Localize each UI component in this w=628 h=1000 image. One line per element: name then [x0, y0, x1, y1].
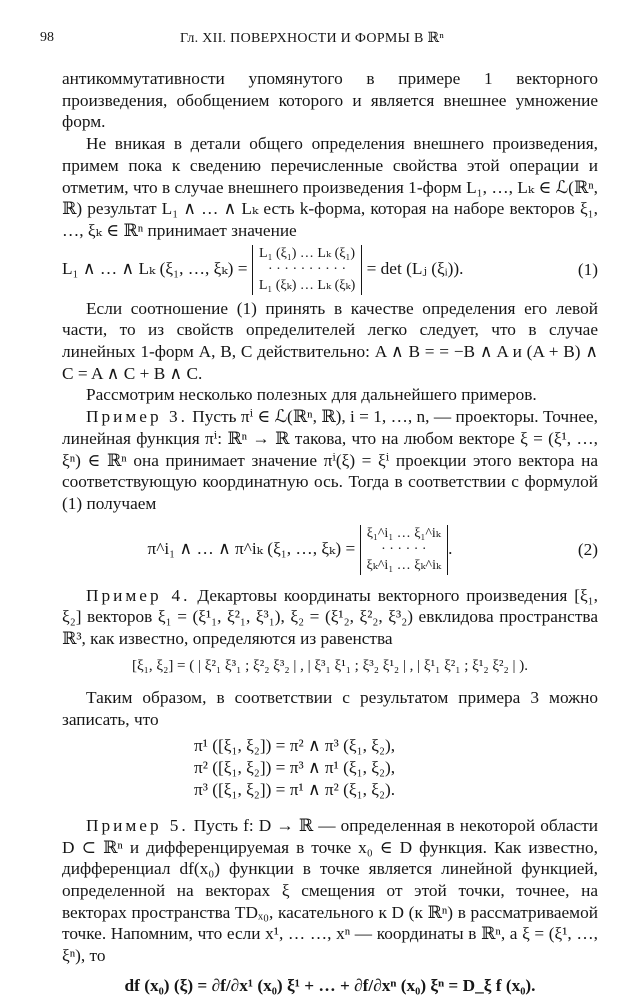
- example-text: Декартовы координаты векторного произведения [ξ₁, ξ₂] векторов ξ₁ = (ξ¹₁, ξ²₁, ξ³₁), ξ₂ = (ξ¹₂, ξ²₂, ξ³₂) евклидова пространства ℝ³, как известно, определяются из равенства: [62, 585, 598, 649]
- equation-1: [62, 245, 598, 295]
- example-5: [62, 815, 598, 967]
- determinant-row: ξ₁^i₁ … ξ₁^iₖ: [366, 525, 441, 541]
- equation-2: π^i₁ ∧ … ∧ π^iₖ (ξ₁, …, ξₖ) = ξ₁^i₁ … ξ₁^iₖ · · · · · · ξₖ^i₁ … ξₖ^iₖ . (2): [147, 525, 598, 573]
- page-body: [62, 68, 598, 997]
- example-text: Пусть πⁱ ∈ ℒ(ℝⁿ, ℝ), i = 1, …, n, — проекторы. Точнее, линейная функция πⁱ: ℝⁿ → ℝ такова, что на любом векторе ξ = (ξ¹, …, ξⁿ) ∈ ℝⁿ она принимает значение πⁱ(ξ) = ξⁱ проекции этого вектора на соответствующую координатную ось. Тогда в соответствии с формулой (1) получаем: [62, 407, 598, 513]
- determinant-dots: · · · · · · · · · ·: [267, 261, 347, 277]
- paragraph-4: Рассмотрим несколько полезных для дальнейшего примеров.: [86, 385, 537, 405]
- equation-1-determinant: [252, 245, 362, 295]
- page-header: [40, 30, 588, 52]
- equation-line: π² ([ξ₁, ξ₂]) = π³ ∧ π¹ (ξ₁, ξ₂),: [194, 757, 396, 777]
- determinant-row: L₁ (ξₖ) … Lₖ (ξₖ): [258, 277, 356, 293]
- equation-line: π¹ ([ξ₁, ξ₂]) = π² ∧ π³ (ξ₁, ξ₂),: [194, 735, 396, 755]
- determinant-row: ξₖ^i₁ … ξₖ^iₖ: [366, 557, 442, 573]
- determinant-dots: · · · · · ·: [381, 541, 427, 557]
- paragraph-1: антикоммутативности упомянутого в примере 1 векторного произведения, обобщением которого и является внешнее умножение форм.: [62, 69, 598, 132]
- equation-5: [62, 975, 598, 997]
- paragraph-3: Если соотношение (1) принять в качестве определения его левой части, то из свойств определителей легко следует, что в случае линейных 1-форм A, B, C действительно: A ∧ B = = −B ∧ A и (A + B) ∧ C = A ∧ C + B ∧ C.: [62, 298, 598, 383]
- paragraph-5: Таким образом, в соответствии с результатом примера 3 можно записать, что: [62, 688, 598, 730]
- equation-1-left: L₁ ∧ … ∧ Lₖ (ξ₁, …, ξₖ) =: [62, 258, 248, 278]
- example-text: Пусть f: D → ℝ — определенная в некоторой области D ⊂ ℝⁿ и дифференцируемая в точке x₀ ∈ D функция. Как известно, дифференциал df(x₀) функции в точке является линейной функцией, определенной на векторах ξ смещения от этой точки, точнее, на векторах пространства TDₓ₀, касательного к D (к ℝⁿ) в рассматриваемой точке. Напомним, что если x¹, … …, xⁿ — координаты в ℝⁿ, а ξ = (ξ¹, …, ξⁿ), то: [62, 815, 598, 966]
- example-label: Пример 5.: [86, 815, 189, 835]
- equation-4: [62, 735, 598, 801]
- running-head: Гл. XII. ПОВЕРХНОСТИ И ФОРМЫ В ℝⁿ: [180, 31, 445, 46]
- example-3: [62, 406, 598, 515]
- page-number: 98: [40, 30, 54, 45]
- equation-3: [62, 656, 598, 678]
- example-label: Пример 4.: [86, 585, 191, 605]
- example-label: Пример 3.: [86, 407, 188, 427]
- equation-number: (1): [577, 259, 598, 279]
- equation-line: π³ ([ξ₁, ξ₂]) = π¹ ∧ π² (ξ₁, ξ₂).: [194, 779, 396, 799]
- equation-2-determinant: [360, 525, 449, 575]
- equation-5-text: df (x₀) (ξ) = ∂f/∂x¹ (x₀) ξ¹ + … + ∂f/∂xⁿ (x₀) ξⁿ = D_ξ f (x₀).: [124, 975, 536, 995]
- equation-3-text: [ξ₁, ξ₂] = ( | ξ²₁ ξ³₁ ; ξ²₂ ξ³₂ | , | ξ³₁ ξ¹₁ ; ξ³₂ ξ¹₂ | , | ξ¹₁ ξ²₁ ; ξ¹₂ ξ²₂ | ).: [131, 657, 528, 674]
- equation-1-right: = det (Lⱼ (ξᵢ)).: [366, 258, 464, 278]
- equation-2-left: π^i₁ ∧ … ∧ π^iₖ (ξ₁, …, ξₖ) =: [147, 538, 356, 558]
- example-4: [62, 585, 598, 650]
- equation-number: (2): [577, 539, 598, 559]
- paragraph-2: Не вникая в детали общего определения внешнего произведения, примем пока к сведению перечисленные свойства этой операции и отметим, что в случае внешнего произведения 1-форм L₁, …, Lₖ ∈ ℒ(ℝⁿ, ℝ) результат L₁ ∧ … ∧ Lₖ есть k-форма, которая на наборе векторов ξ₁, …, ξₖ ∈ ℝⁿ принимает значение: [62, 134, 598, 240]
- determinant-row: L₁ (ξ₁) … Lₖ (ξ₁): [259, 245, 356, 261]
